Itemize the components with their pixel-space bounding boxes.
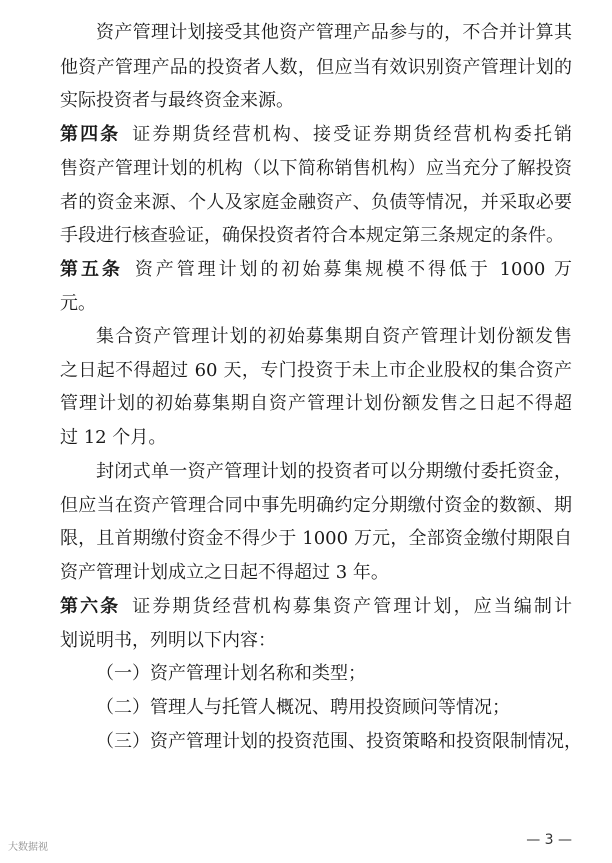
line-text: 集合资产管理计划的初始募集期自资产管理计划份额发售 bbox=[96, 326, 572, 347]
line-text: 者的资金来源、个人及家庭金融资产、负债等情况，并采取必要 bbox=[60, 192, 572, 213]
line-text: 实际投资者与最终资金来源。 bbox=[60, 90, 294, 111]
line-text: （三）资产管理计划的投资范围、投资策略和投资限制情况， bbox=[96, 731, 582, 752]
text-line bbox=[60, 56, 572, 80]
article-heading: 第四条 bbox=[60, 124, 121, 145]
line-text: 限，且首期缴付资金不得少于 1000 万元，全部资金缴付期限自 bbox=[60, 528, 572, 549]
text-line bbox=[60, 292, 572, 316]
line-text: 证券期货经营机构募集资产管理计划，应当编制计 bbox=[132, 596, 572, 617]
line-text: 过 12 个月。 bbox=[60, 427, 167, 448]
line-text: （二）管理人与托管人概况、聘用投资顾问等情况； bbox=[96, 697, 510, 718]
line-text: 元。 bbox=[60, 293, 96, 314]
text-line bbox=[60, 191, 572, 215]
article-heading: 第五条 bbox=[60, 259, 123, 280]
text-line bbox=[60, 224, 572, 248]
line-text: 售资产管理计划的机构（以下简称销售机构）应当充分了解投资 bbox=[60, 158, 572, 179]
text-line bbox=[60, 426, 572, 450]
text-line bbox=[96, 730, 582, 754]
text-line bbox=[96, 460, 572, 484]
line-text: 划说明书，列明以下内容： bbox=[60, 630, 276, 651]
line-text: 之日起不得超过 60 天，专门投资于未上市企业股权的集合资产 bbox=[60, 360, 572, 381]
text-line bbox=[60, 595, 572, 619]
line-text: 资产管理计划接受其他资产管理产品参与的，不合并计算其 bbox=[96, 22, 572, 43]
line-text: 手段进行核查验证，确保投资者符合本规定第三条规定的条件。 bbox=[60, 225, 564, 246]
text-line bbox=[60, 392, 572, 416]
line-text: 证券期货经营机构、接受证券期货经营机构委托销 bbox=[132, 124, 572, 145]
text-line bbox=[96, 325, 572, 349]
text-line bbox=[60, 629, 572, 653]
article-heading: 第六条 bbox=[60, 596, 121, 617]
line-text: 但应当在资产管理合同中事先明确约定分期缴付资金的数额、期 bbox=[60, 495, 572, 516]
line-text: （一）资产管理计划名称和类型； bbox=[96, 663, 366, 684]
line-text: 他资产管理产品的投资者人数，但应当有效识别资产管理计划的 bbox=[60, 57, 572, 78]
text-line bbox=[60, 157, 572, 181]
line-text: 资产管理计划的初始募集规模不得低于 1000 万 bbox=[134, 259, 573, 280]
line-text: 资产管理计划成立之日起不得超过 3 年。 bbox=[60, 562, 389, 583]
line-text: 管理计划的初始募集期自资产管理计划份额发售之日起不得超 bbox=[60, 393, 572, 414]
text-line bbox=[60, 89, 572, 113]
line-text: 封闭式单一资产管理计划的投资者可以分期缴付委托资金， bbox=[96, 461, 572, 482]
text-line bbox=[60, 258, 572, 282]
text-line bbox=[60, 527, 572, 551]
text-line bbox=[96, 662, 572, 686]
text-line bbox=[96, 21, 572, 45]
text-line bbox=[96, 696, 572, 720]
page-number: — 3 — bbox=[526, 832, 572, 848]
watermark: 大数据视 bbox=[8, 842, 48, 853]
text-line bbox=[60, 359, 572, 383]
text-line bbox=[60, 561, 572, 585]
text-line bbox=[60, 494, 572, 518]
text-line bbox=[60, 123, 572, 147]
